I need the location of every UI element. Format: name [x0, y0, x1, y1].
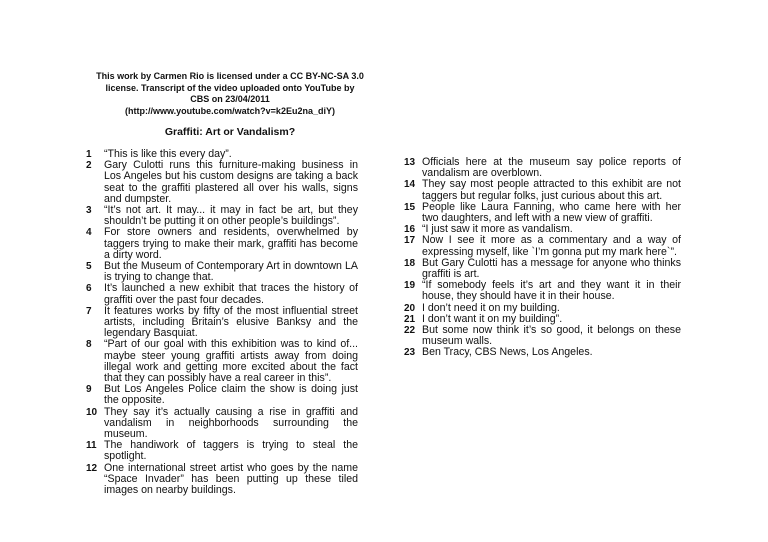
line-number: 14 — [404, 179, 416, 191]
line-number: 2 — [86, 160, 92, 172]
line-number: 4 — [86, 227, 92, 239]
line-number: 1 — [86, 149, 92, 160]
line-number: 23 — [404, 347, 416, 359]
transcript-line — [86, 339, 358, 384]
transcript-line — [86, 205, 358, 227]
transcript-line — [86, 227, 358, 261]
transcript-line — [86, 463, 358, 497]
line-text: Ben Tracy, CBS News, Los Angeles. — [422, 346, 593, 359]
transcript-line — [86, 160, 358, 205]
transcript-line — [404, 202, 681, 224]
line-text: They say it’s actually causing a rise in graffiti and vandalism in neighborhoods surrounding the museum. — [104, 405, 358, 441]
line-number: 8 — [86, 339, 92, 351]
line-number: 6 — [86, 283, 92, 295]
line-text: But Gary Culotti has a message for anyone who thinks graffiti is art. — [422, 256, 681, 281]
line-number: 5 — [86, 261, 92, 273]
line-text: But the Museum of Contemporary Art in downtown LA is trying to change that. — [104, 260, 358, 284]
line-text: “I just saw it more as vandalism. — [422, 223, 573, 236]
line-number: 9 — [86, 384, 92, 396]
license-line-3: CBS on 23/04/2011 — [190, 94, 270, 105]
transcript-line — [86, 283, 358, 305]
line-text: Now I see it more as a commentary and a way of expressing myself, like `I’m gonna put my mark here`”. — [422, 234, 681, 258]
license-notice — [80, 71, 380, 117]
line-text: “This is like this every day”. — [104, 148, 232, 160]
transcript-line — [86, 384, 358, 406]
license-line-1: This work by Carmen Rio is licensed under a CC BY-NC-SA 3.0 — [96, 71, 364, 81]
transcript-line — [404, 179, 681, 201]
line-text: One international street artist who goes by the name “Space Invader” has been putting up these tiled images on nearby buildings. — [104, 461, 358, 497]
line-text: It features works by fifty of the most influential street artists, including Britain’s elusive Banksy and the legendary Basquiat. — [104, 304, 358, 340]
transcript-line — [86, 407, 358, 441]
license-line-4: (http://www.youtube.com/watch?v=k2Eu2na_diY) — [125, 105, 335, 116]
line-text: I don’t want it on my building”. — [422, 312, 563, 325]
line-number: 21 — [404, 313, 416, 325]
transcript-column-right — [404, 157, 681, 359]
line-number: 11 — [86, 440, 97, 452]
line-text: But some now think it’s so good, it belongs on these museum walls. — [422, 324, 681, 348]
line-number: 7 — [86, 305, 92, 317]
line-text: The handiwork of taggers is trying to steal the spotlight. — [104, 439, 358, 463]
transcript-line — [404, 157, 681, 179]
transcript-line — [86, 306, 358, 340]
transcript-line — [404, 280, 681, 302]
transcript-line — [404, 235, 681, 257]
line-text: It’s launched a new exhibit that traces the history of graffiti over the past four decades. — [104, 282, 358, 306]
line-text: I don’t need it on my building. — [422, 301, 560, 314]
line-text: For store owners and residents, overwhelmed by taggers trying to make their mark, graffiti has become a dirty word. — [104, 226, 358, 261]
line-text: But Los Angeles Police claim the show is doing just the opposite. — [104, 383, 358, 407]
transcript-column-left — [86, 149, 358, 496]
line-text: “If somebody feels it’s art and they want it in their house, they should have it in their house. — [422, 279, 681, 303]
line-number: 18 — [404, 257, 416, 269]
license-line-2: license. Transcript of the video uploaded onto YouTube by — [105, 82, 355, 93]
line-text: Gary Culotti runs this furniture-making business in Los Angeles but his custom designs are taking a back seat to the graffiti plastered all over his walls, signs and dumpster. — [104, 159, 358, 205]
line-number: 3 — [86, 205, 92, 217]
line-number: 10 — [86, 406, 98, 418]
transcript-line — [86, 261, 358, 283]
transcript-line — [404, 325, 681, 347]
line-number: 15 — [404, 201, 416, 213]
line-number: 16 — [404, 224, 416, 236]
line-number: 13 — [404, 157, 416, 168]
line-number: 17 — [404, 235, 416, 247]
line-number: 12 — [86, 462, 98, 474]
transcript-line — [86, 440, 358, 462]
line-number: 20 — [404, 302, 416, 314]
line-text: “Part of our goal with this exhibition was to kind of... maybe steer young graffiti artists away from doing illegal work and getting more excited about the fact that they can possibly have a real career in this”. — [104, 338, 358, 385]
line-number: 19 — [404, 280, 416, 292]
line-text: “It’s not art. It may... it may in fact be art, but they shouldn’t be putting it on other people’s buildings”. — [104, 204, 358, 228]
transcript-line — [404, 258, 681, 280]
line-number: 22 — [404, 325, 416, 337]
line-text: Officials here at the museum say police reports of vandalism are overblown. — [422, 156, 681, 180]
document-title: Graffiti: Art or Vandalism? — [164, 126, 296, 138]
transcript-line — [404, 347, 681, 358]
line-text: People like Laura Fanning, who came here with her two daughters, and left with a new view of graffiti. — [422, 200, 681, 225]
line-text: They say most people attracted to this exhibit are not taggers but regular folks, just curious about this art. — [422, 178, 681, 202]
